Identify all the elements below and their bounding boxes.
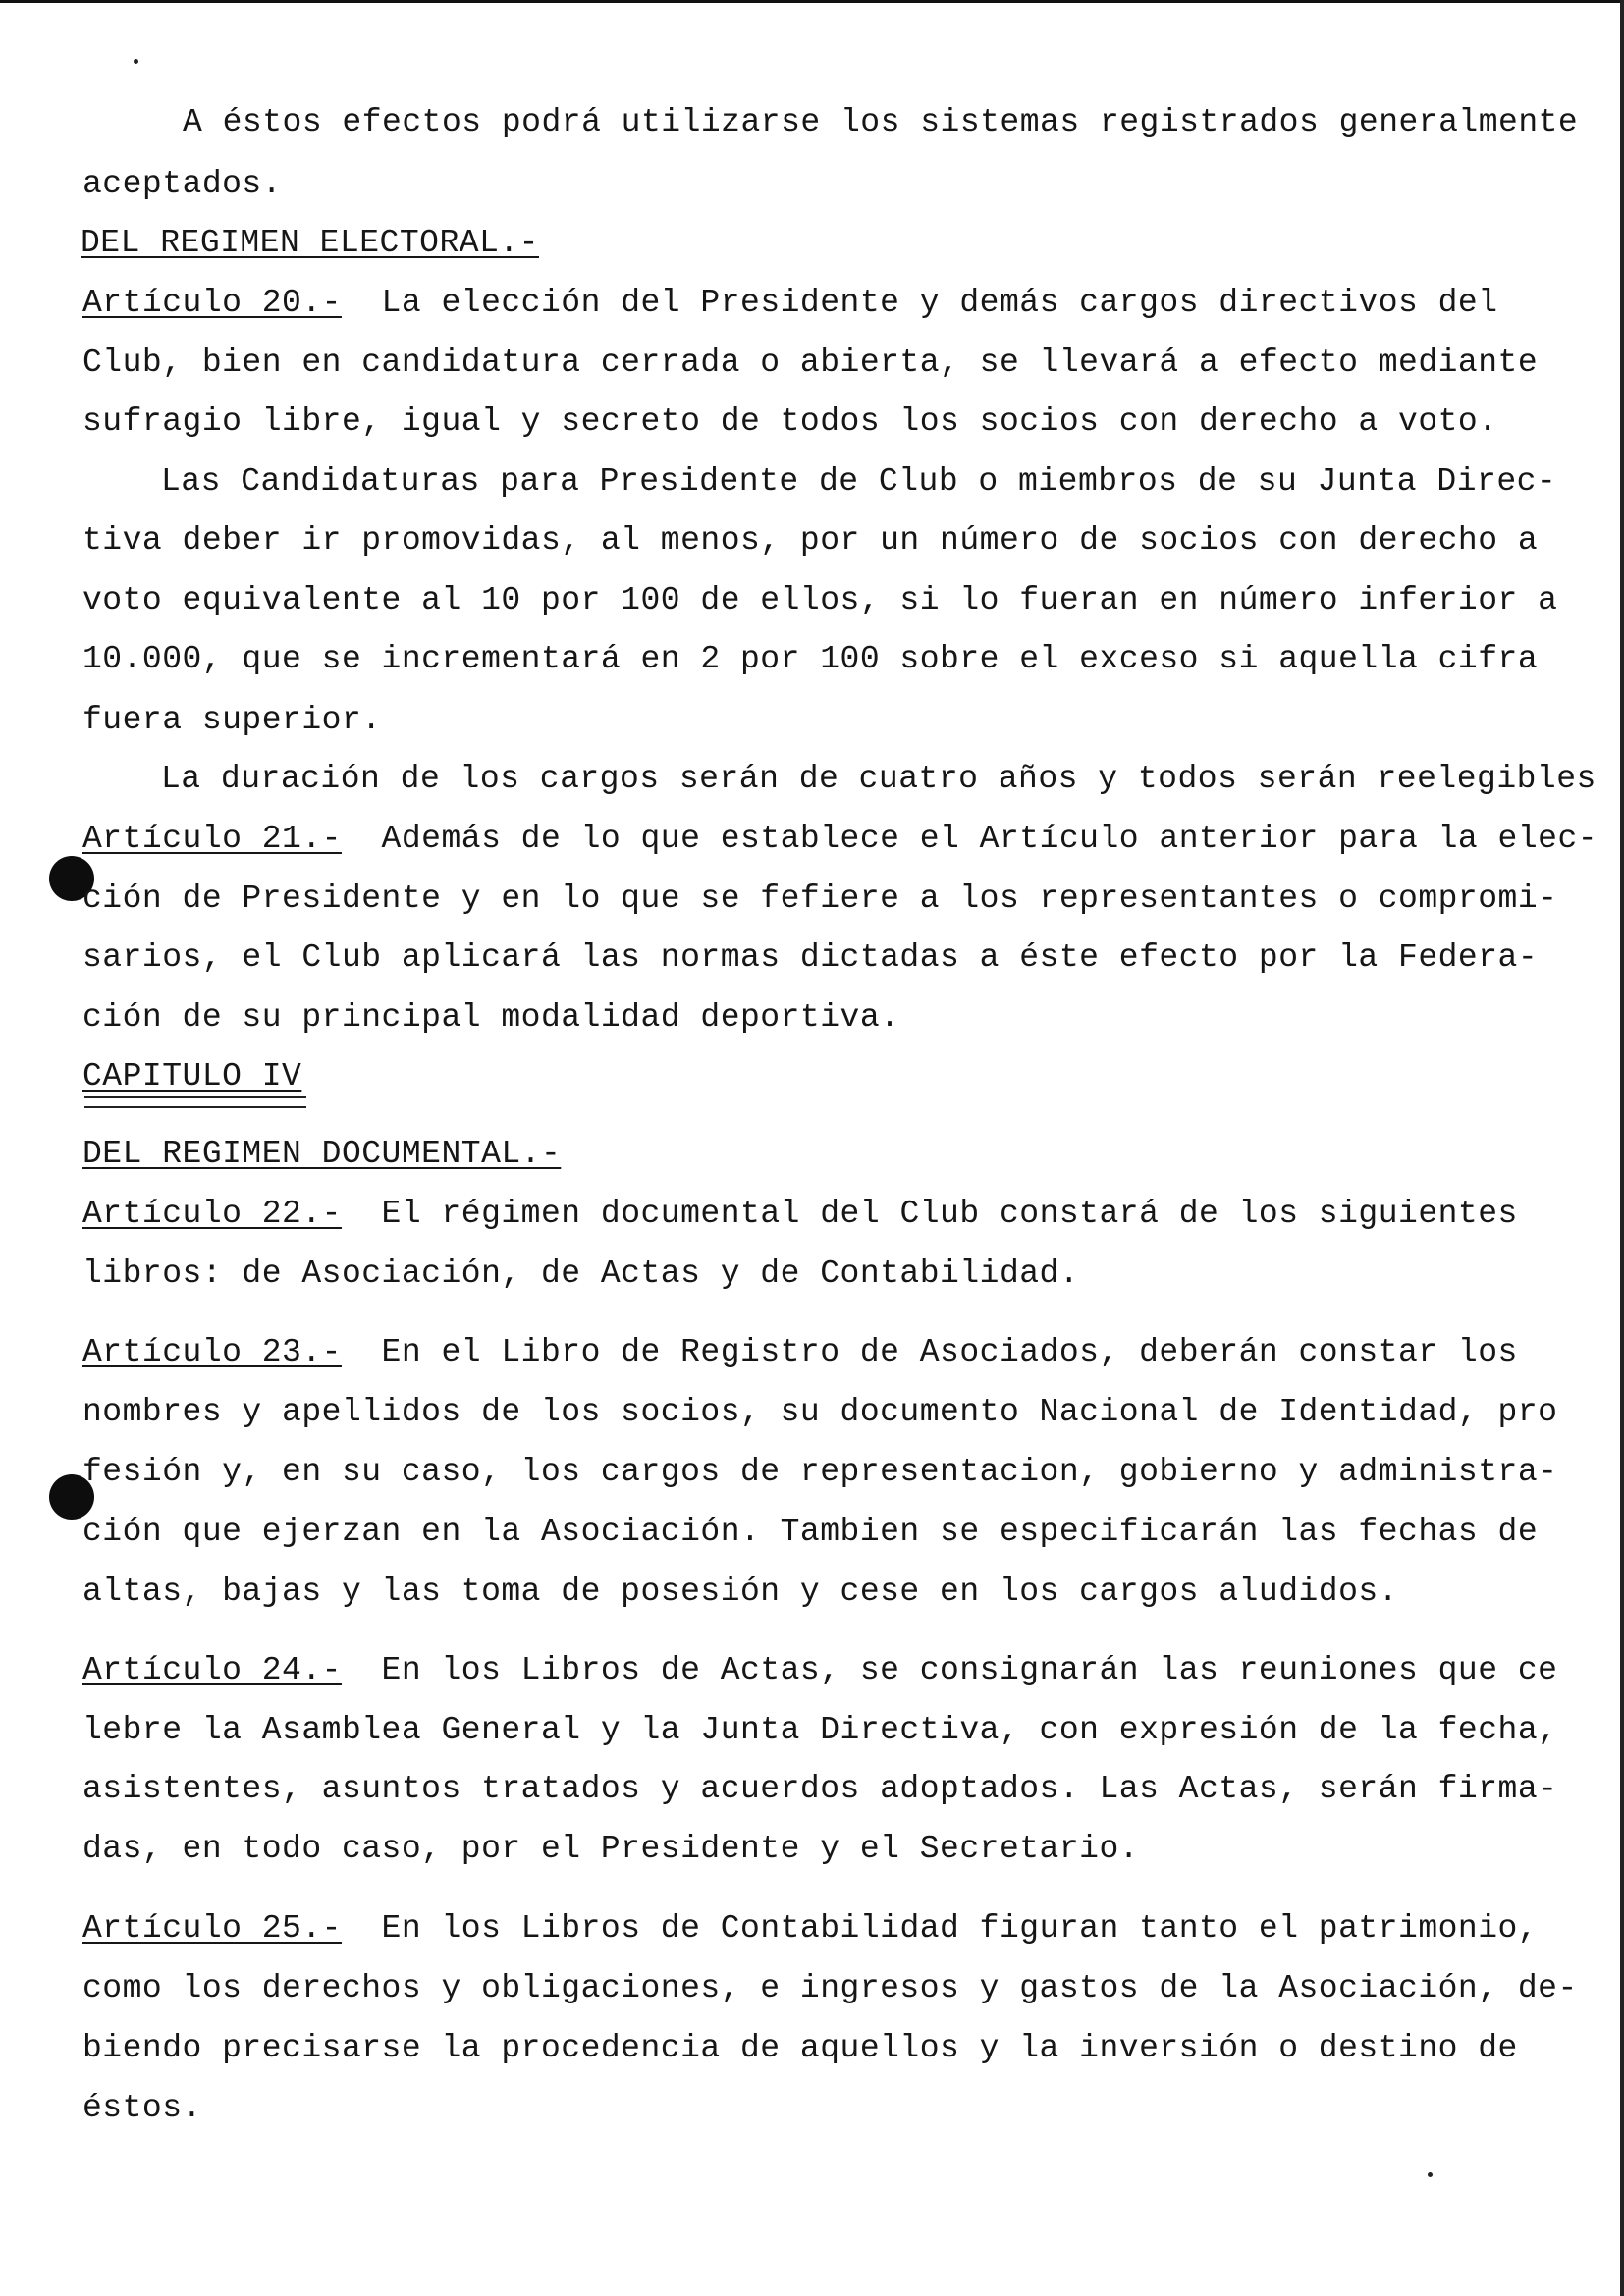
- chapter-heading: CAPITULO IV: [82, 1058, 302, 1095]
- article-body-text: El régimen documental del Club constará de los siguientes: [341, 1196, 1518, 1232]
- section-heading: DEL REGIMEN ELECTORAL.-: [81, 225, 539, 261]
- article-body-text: Además de lo que establece el Artículo anterior para la elec-: [341, 821, 1598, 857]
- article-heading: Artículo 20.-: [82, 285, 342, 321]
- chapter-double-rule: [84, 1096, 306, 1108]
- page-right-edge: [1620, 0, 1624, 2296]
- paragraph-line: La duración de los cargos serán de cuatro años y todos serán reelegibles: [161, 761, 1597, 797]
- paragraph-line: éstos.: [82, 2090, 202, 2126]
- article-line: [82, 820, 1610, 859]
- paragraph-line: aceptados.: [82, 166, 283, 202]
- paragraph-line: nombres y apellidos de los socios, su documento Nacional de Identidad, pro: [82, 1394, 1558, 1430]
- page-top-edge: [0, 0, 1624, 3]
- paragraph-line: como los derechos y obligaciones, e ingresos y gastos de la Asociación, de-: [82, 1970, 1578, 2006]
- article-heading: Artículo 24.-: [82, 1652, 342, 1688]
- paragraph-line: Las Candidaturas para Presidente de Club o miembros de su Junta Direc-: [161, 463, 1557, 500]
- paragraph-line: ción que ejerzan en la Asociación. Tambien se especificarán las fechas de: [82, 1514, 1539, 1550]
- article-body-text: La elección del Presidente y demás cargos directivos del: [341, 285, 1498, 321]
- article-line: [82, 1651, 1610, 1690]
- section-heading: DEL REGIMEN DOCUMENTAL.-: [82, 1136, 562, 1172]
- paragraph-line: Club, bien en candidatura cerrada o abierta, se llevará a efecto mediante: [82, 345, 1539, 381]
- paragraph-line: ción de Presidente y en lo que se fefiere a los representantes o compromi-: [82, 881, 1558, 917]
- paragraph-line: fuera superior.: [82, 702, 382, 738]
- paragraph-line: sarios, el Club aplicará las normas dictadas a éste efecto por la Federa-: [82, 939, 1539, 976]
- paragraph-line: ción de su principal modalidad deportiva.: [82, 999, 900, 1036]
- paragraph-line: libros: de Asociación, de Actas y de Contabilidad.: [82, 1255, 1080, 1292]
- article-body-text: En los Libros de Contabilidad figuran tanto el patrimonio,: [341, 1910, 1539, 1947]
- speck-mark: [1428, 2172, 1433, 2177]
- article-heading: Artículo 21.-: [82, 821, 342, 857]
- article-line: [82, 1195, 1610, 1234]
- paragraph-line: 10.000, que se incrementará en 2 por 100 sobre el exceso si aquella cifra: [82, 641, 1539, 677]
- speck-mark: [134, 59, 138, 64]
- paragraph-line: biendo precisarse la procedencia de aquellos y la inversión o destino de: [82, 2030, 1518, 2066]
- article-heading: Artículo 25.-: [82, 1910, 342, 1947]
- paragraph-line: lebre la Asamblea General y la Junta Directiva, con expresión de la fecha,: [82, 1712, 1558, 1748]
- article-body-text: En el Libro de Registro de Asociados, deberán constar los: [341, 1334, 1518, 1370]
- paragraph-line: A éstos efectos podrá utilizarse los sistemas registrados generalmente: [183, 104, 1579, 140]
- paragraph-line: asistentes, asuntos tratados y acuerdos adoptados. Las Actas, serán firma-: [82, 1771, 1558, 1807]
- paragraph-line: fesión y, en su caso, los cargos de representacion, gobierno y administra-: [82, 1454, 1558, 1490]
- article-line: [82, 1333, 1610, 1372]
- article-body-text: En los Libros de Actas, se consignarán las reuniones que ce: [341, 1652, 1558, 1688]
- paragraph-line: tiva deber ir promovidas, al menos, por un número de socios con derecho a: [82, 522, 1539, 559]
- article-line: [82, 1909, 1610, 1949]
- paragraph-line: das, en todo caso, por el Presidente y el Secretario.: [82, 1831, 1140, 1867]
- paragraph-line: voto equivalente al 10 por 100 de ellos, si lo fueran en número inferior a: [82, 582, 1558, 618]
- paragraph-line: sufragio libre, igual y secreto de todos los socios con derecho a voto.: [82, 403, 1498, 440]
- article-line: [82, 284, 1610, 323]
- paragraph-line: altas, bajas y las toma de posesión y cese en los cargos aludidos.: [82, 1574, 1399, 1610]
- article-heading: Artículo 23.-: [82, 1334, 342, 1370]
- article-heading: Artículo 22.-: [82, 1196, 342, 1232]
